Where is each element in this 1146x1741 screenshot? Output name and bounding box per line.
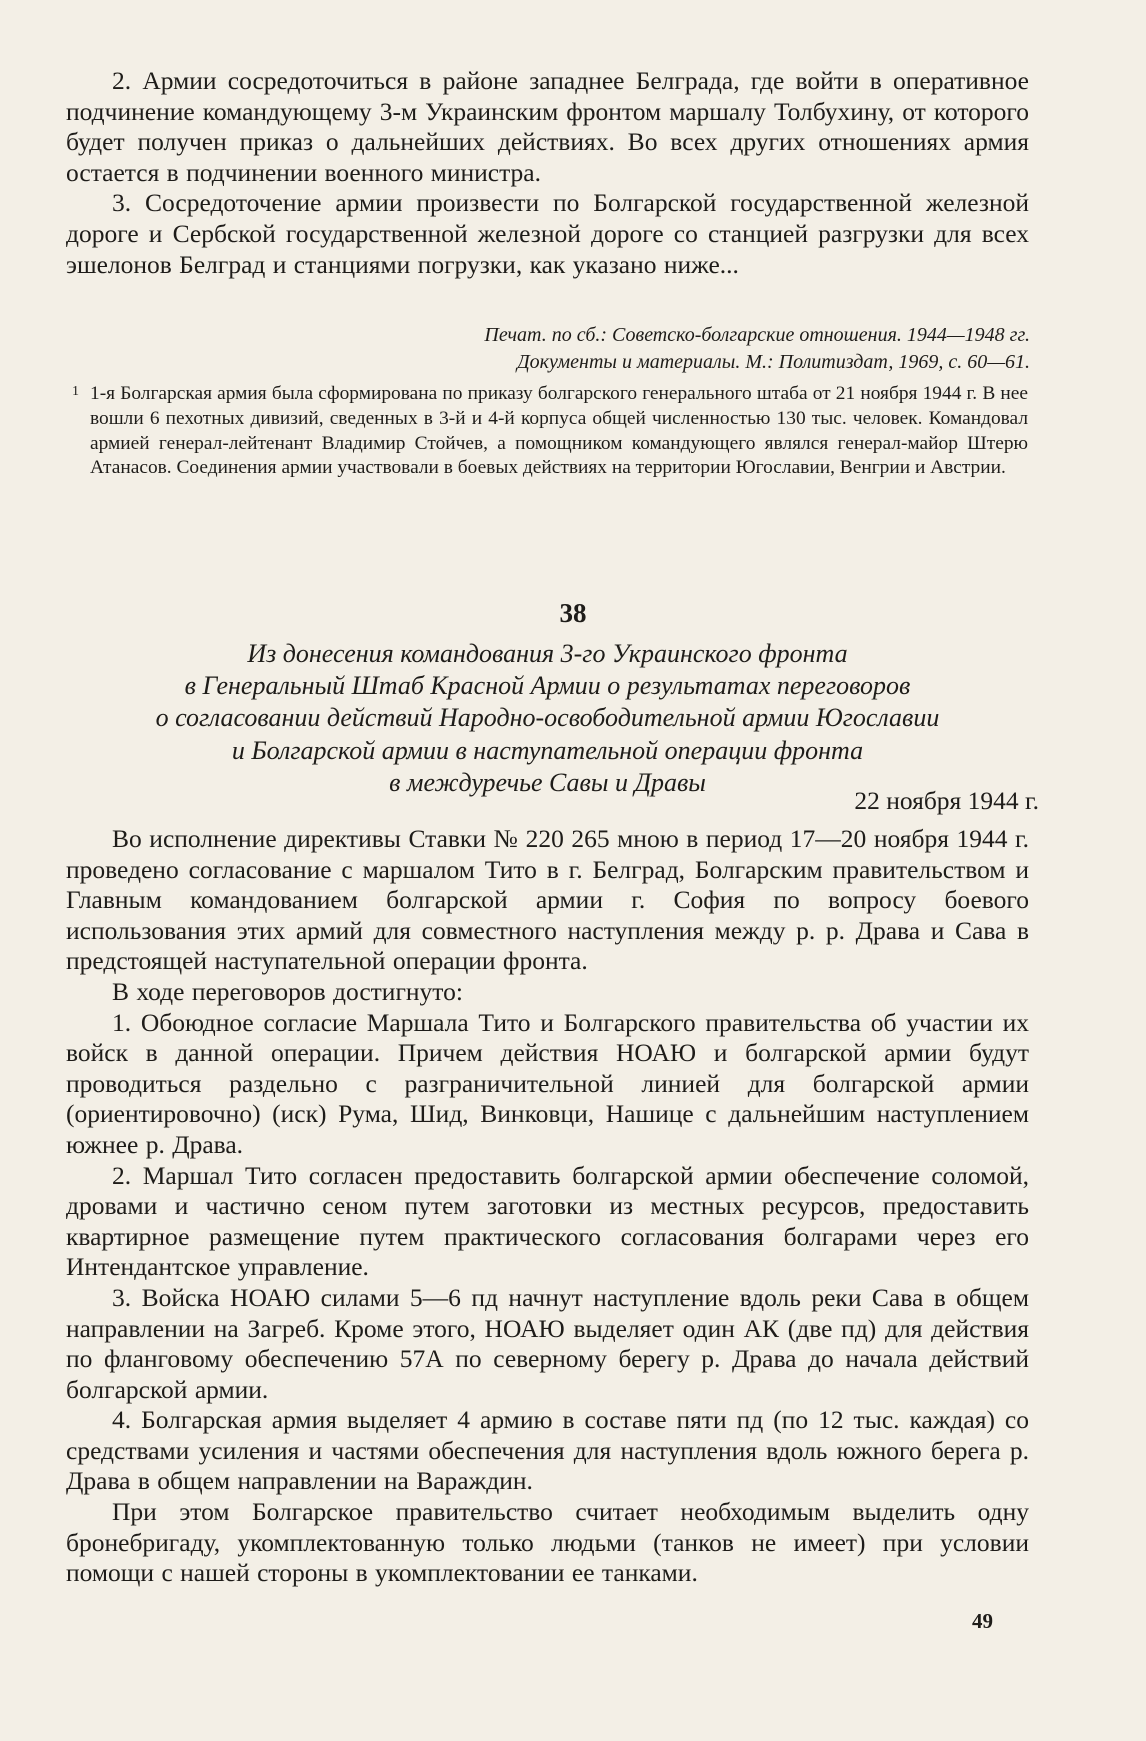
title-line: и Болгарской армии в наступательной операции фронта: [231, 735, 864, 765]
document-title: [66, 638, 1029, 799]
paragraph: 2. Маршал Тито согласен предоставить болгарской армии обеспечение соломой, дровами и частично сеном путем заготовки из местных ресурсов, предоставить квартирное размещение путем практического согласования болгарами через его Интендантское управление.: [66, 1160, 1029, 1282]
title-line: в междуречье Савы и Дравы: [389, 767, 706, 797]
source-line: Печат. по сб.: Советско-болгарские отношения. 1944—1948 гг.: [484, 324, 1030, 346]
document-number: 38: [559, 598, 587, 628]
title-line: о согласовании действий Народно-освободительной армии Югославии: [155, 703, 940, 733]
paragraph: 4. Болгарская армия выделяет 4 армию в составе пяти пд (по 12 тыс. каждая) со средствами усиления и частями обеспечения для наступления вдоль южного берега р. Драва в общем направлении на Вараждин.: [66, 1405, 1029, 1496]
paragraph: 3. Сосредоточение армии произвести по Болгарской государственной железной дороге и Сербской государственной железной дороге со станцией разгрузки для всех эшелонов Белград и станциями погрузки, как указано ниже...: [66, 188, 1029, 279]
source-citation: [330, 322, 1030, 376]
document-date: 22 ноября 1944 г.: [854, 786, 1039, 815]
paragraph: 2. Армии сосредоточиться в районе западнее Белграда, где войти в оперативное подчинение командующему 3-м Украинским фронтом маршалу Толбухину, от которого будет получен приказ о дальнейших действиях. Во всех других отношениях армия остается в подчинении военного министра.: [66, 66, 1029, 187]
footnote-mark: 1: [72, 384, 79, 399]
title-line: в Генеральный Штаб Красной Армии о результатах переговоров: [184, 671, 911, 701]
paragraph: При этом Болгарское правительство считает необходимым выделить одну бронебригаду, укомплектованную только людьми (танков не имеет) при условии помощи с нашей стороны в укомплектовании ее танками.: [66, 1497, 1029, 1588]
paragraph: 1. Обоюдное согласие Маршала Тито и Болгарского правительства об участии их войск в данной операции. Причем действия НОАЮ и болгарской армии будут проводиться раздельно с разграничительной линией для болгарской армии (ориентировочно) (иск) Рума, Шид, Винковци, Нашице с дальнейшим наступлением южнее р. Драва.: [66, 1007, 1029, 1159]
title-line: Из донесения командования 3-го Украинского фронта: [247, 639, 848, 668]
main-text: [66, 824, 1029, 1589]
page-number: 49: [972, 1609, 993, 1633]
paragraph: Во исполнение директивы Ставки № 220 265 мною в период 17—20 ноября 1944 г. проведено согласование с маршалом Тито в г. Белград, Болгарским правительством и Главным командованием болгарской армии г. София по вопросу боевого использования этих армий для совместного наступления между р. р. Драва и Сава в предстоящей наступательной операции фронта.: [66, 824, 1029, 976]
source-line: Документы и материалы. М.: Политиздат, 1969, с. 60—61.: [516, 351, 1030, 373]
footnote: [72, 382, 1028, 481]
paragraph: 3. Войска НОАЮ силами 5—6 пд начнут наступление вдоль реки Сава в общем направлении на Загреб. Кроме этого, НОАЮ выделяет один АК (две пд) для действия по фланговому обеспечению 57А по северному берегу р. Драва до начала действий болгарской армии.: [66, 1282, 1029, 1404]
footnote-text: 1-я Болгарская армия была сформирована по приказу болгарского генерального штаба от 21 ноября 1944 г. В нее вошли 6 пехотных дивизий, сведенных в 3-й и 4-й корпуса общей численностью 130 тыс. человек. Командовал армией генерал-лейтенант Владимир Стойчев, а помощником командующего являлся генерал-майор Штерю Атанасов. Соединения армии участвовали в боевых действиях на территории Югославии, Венгрии и Австрии.: [90, 383, 1028, 479]
continuation-text: [66, 66, 1029, 280]
paragraph: В ходе переговоров достигнуто:: [112, 976, 463, 1006]
